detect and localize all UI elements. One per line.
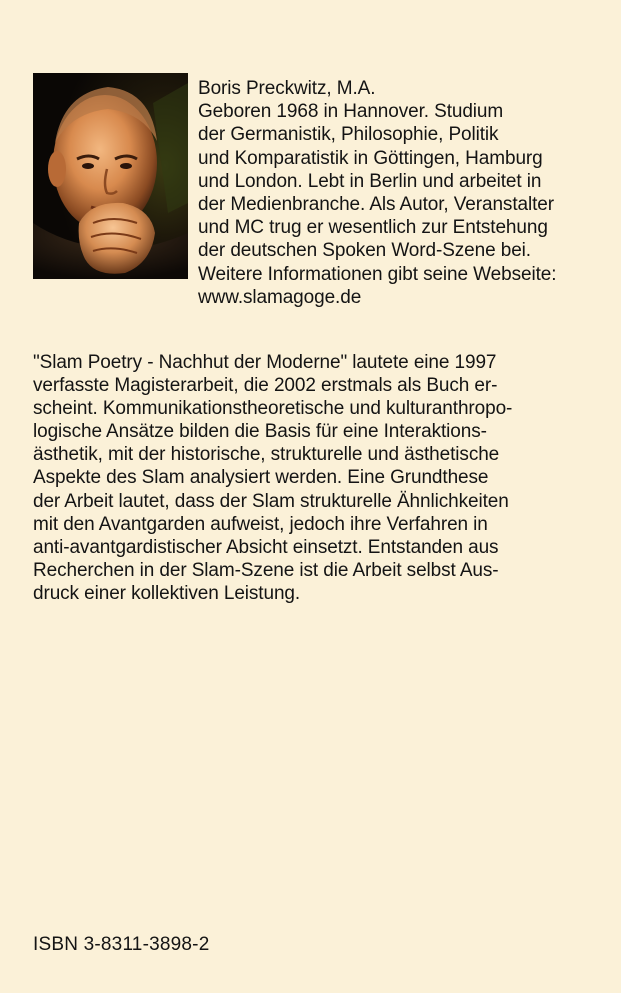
abstract-line: Aspekte des Slam analysiert werden. Eine Grundthese xyxy=(33,467,489,489)
abstract-line: anti-avantgardistischer Absicht einsetzt. Entstanden aus xyxy=(33,536,499,558)
abstract-line: Recherchen in der Slam-Szene ist die Arbeit selbst Aus- xyxy=(33,559,499,581)
bio-line: und London. Lebt in Berlin und arbeitet in xyxy=(198,170,542,192)
abstract-line: "Slam Poetry - Nachhut der Moderne" lautete eine 1997 xyxy=(33,352,497,373)
abstract-line: scheint. Kommunikationstheoretische und kulturanthropo- xyxy=(33,398,513,420)
abstract-line: ästhetik, mit der historische, strukturelle und ästhetische xyxy=(33,444,500,466)
bio-line: der deutschen Spoken Word-Szene bei. xyxy=(198,240,531,262)
abstract-line: mit den Avantgarden aufweist, jedoch ihre Verfahren in xyxy=(33,513,488,535)
author-portrait-image xyxy=(33,73,188,279)
author-photo xyxy=(33,73,188,279)
abstract-line: verfasste Magisterarbeit, die 2002 erstmals als Buch er- xyxy=(33,375,498,397)
bio-line: und MC trug er wesentlich zur Entstehung xyxy=(198,217,548,239)
bio-line: der Germanistik, Philosophie, Politik xyxy=(198,124,499,146)
author-bio xyxy=(198,77,608,309)
bio-line: Weitere Informationen gibt seine Webseite: xyxy=(198,263,557,285)
abstract-line: der Arbeit lautet, dass der Slam strukturelle Ähnlichkeiten xyxy=(33,490,509,512)
bio-line: der Medienbranche. Als Autor, Veranstalter xyxy=(198,194,554,216)
isbn-number: ISBN 3-8311-3898-2 xyxy=(33,934,210,955)
abstract-line: logische Ansätze bilden die Basis für eine Interaktions- xyxy=(33,421,487,443)
book-abstract xyxy=(33,351,603,605)
abstract-line: druck einer kollektiven Leistung. xyxy=(33,582,301,604)
bio-line: und Komparatistik in Göttingen, Hamburg xyxy=(198,147,543,169)
website-line: www.slamagoge.de xyxy=(198,286,362,308)
author-name-line: Boris Preckwitz, M.A. xyxy=(198,78,376,99)
bio-line: Geboren 1968 in Hannover. Studium xyxy=(198,101,504,123)
